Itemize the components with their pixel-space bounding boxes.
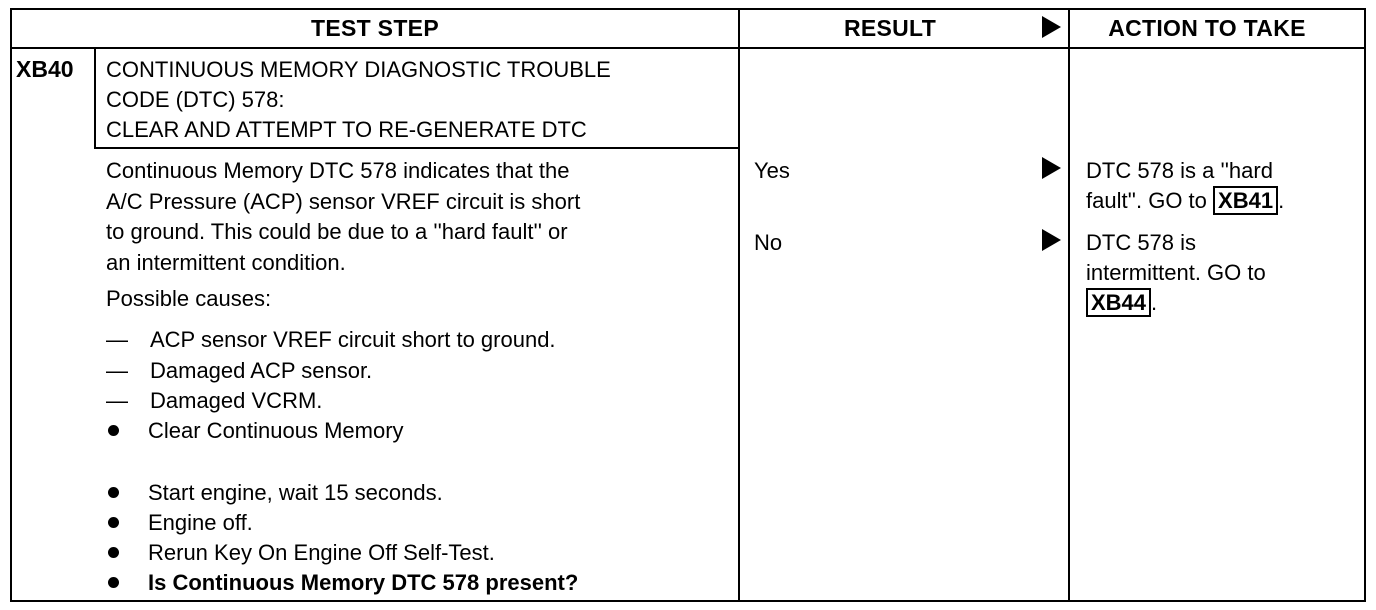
description-line: to ground. This could be due to a ''hard fault'' or [106, 219, 568, 244]
step-title-line: CONTINUOUS MEMORY DIAGNOSTIC TROUBLE [106, 57, 611, 82]
action-item [106, 540, 495, 566]
action-yes [1086, 156, 1284, 216]
action-item-question [106, 570, 578, 596]
action-text: Start engine, wait 15 seconds. [148, 480, 443, 505]
column-divider-step [738, 8, 740, 602]
cause-text: Damaged ACP sensor. [150, 358, 373, 383]
action-no-line: XB44 . [1086, 288, 1266, 318]
action-item [106, 480, 443, 506]
goto-xb41-link[interactable]: XB41 [1213, 186, 1278, 215]
dash-icon: — [106, 358, 128, 383]
description-line: Continuous Memory DTC 578 indicates that the [106, 158, 570, 183]
action-yes-line: fault''. GO to XB41 . [1086, 188, 1285, 213]
step-id-divider [94, 48, 96, 148]
cause-text: ACP sensor VREF circuit short to ground. [150, 327, 556, 352]
cause-item [106, 388, 322, 414]
action-text: Engine off. [148, 510, 253, 535]
dash-icon: — [106, 327, 128, 352]
goto-xb44-link[interactable]: XB44 [1086, 288, 1151, 317]
cause-text: Damaged VCRM. [150, 388, 323, 413]
result-yes-arrow-icon [1042, 157, 1061, 179]
step-description [106, 156, 580, 278]
result-no-arrow-icon [1042, 229, 1061, 251]
step-title [106, 55, 611, 145]
action-text: Clear Continuous Memory [148, 418, 404, 443]
action-item [106, 510, 253, 536]
possible-causes-label: Possible causes: [106, 286, 272, 311]
step-title-line: CLEAR AND ATTEMPT TO RE-GENERATE DTC [106, 117, 587, 142]
header-action-to-take: ACTION TO TAKE [1108, 14, 1306, 41]
action-item [106, 418, 404, 444]
action-no-line: DTC 578 is [1086, 230, 1197, 255]
action-no [1086, 228, 1266, 318]
action-text: Rerun Key On Engine Off Self-Test. [148, 540, 495, 565]
dash-icon: — [106, 388, 128, 413]
action-no-line: intermittent. GO to [1086, 260, 1266, 285]
action-yes-line: DTC 578 is a ''hard [1086, 158, 1273, 183]
description-line: A/C Pressure (ACP) sensor VREF circuit is short [106, 188, 581, 214]
cause-item [106, 327, 556, 353]
step-title-line: CODE (DTC) 578: [106, 87, 285, 112]
action-text: Is Continuous Memory DTC 578 present? [148, 570, 579, 595]
cause-item [106, 358, 372, 384]
step-id: XB40 [16, 56, 74, 82]
column-divider-result [1068, 8, 1070, 602]
header-test-step: TEST STEP [311, 14, 439, 41]
header-result: RESULT [843, 14, 937, 41]
result-no: No [754, 230, 783, 255]
header-arrow-icon [1042, 16, 1061, 38]
description-line: an intermittent condition. [106, 249, 346, 275]
result-yes: Yes [754, 158, 790, 183]
step-title-divider [94, 147, 738, 149]
